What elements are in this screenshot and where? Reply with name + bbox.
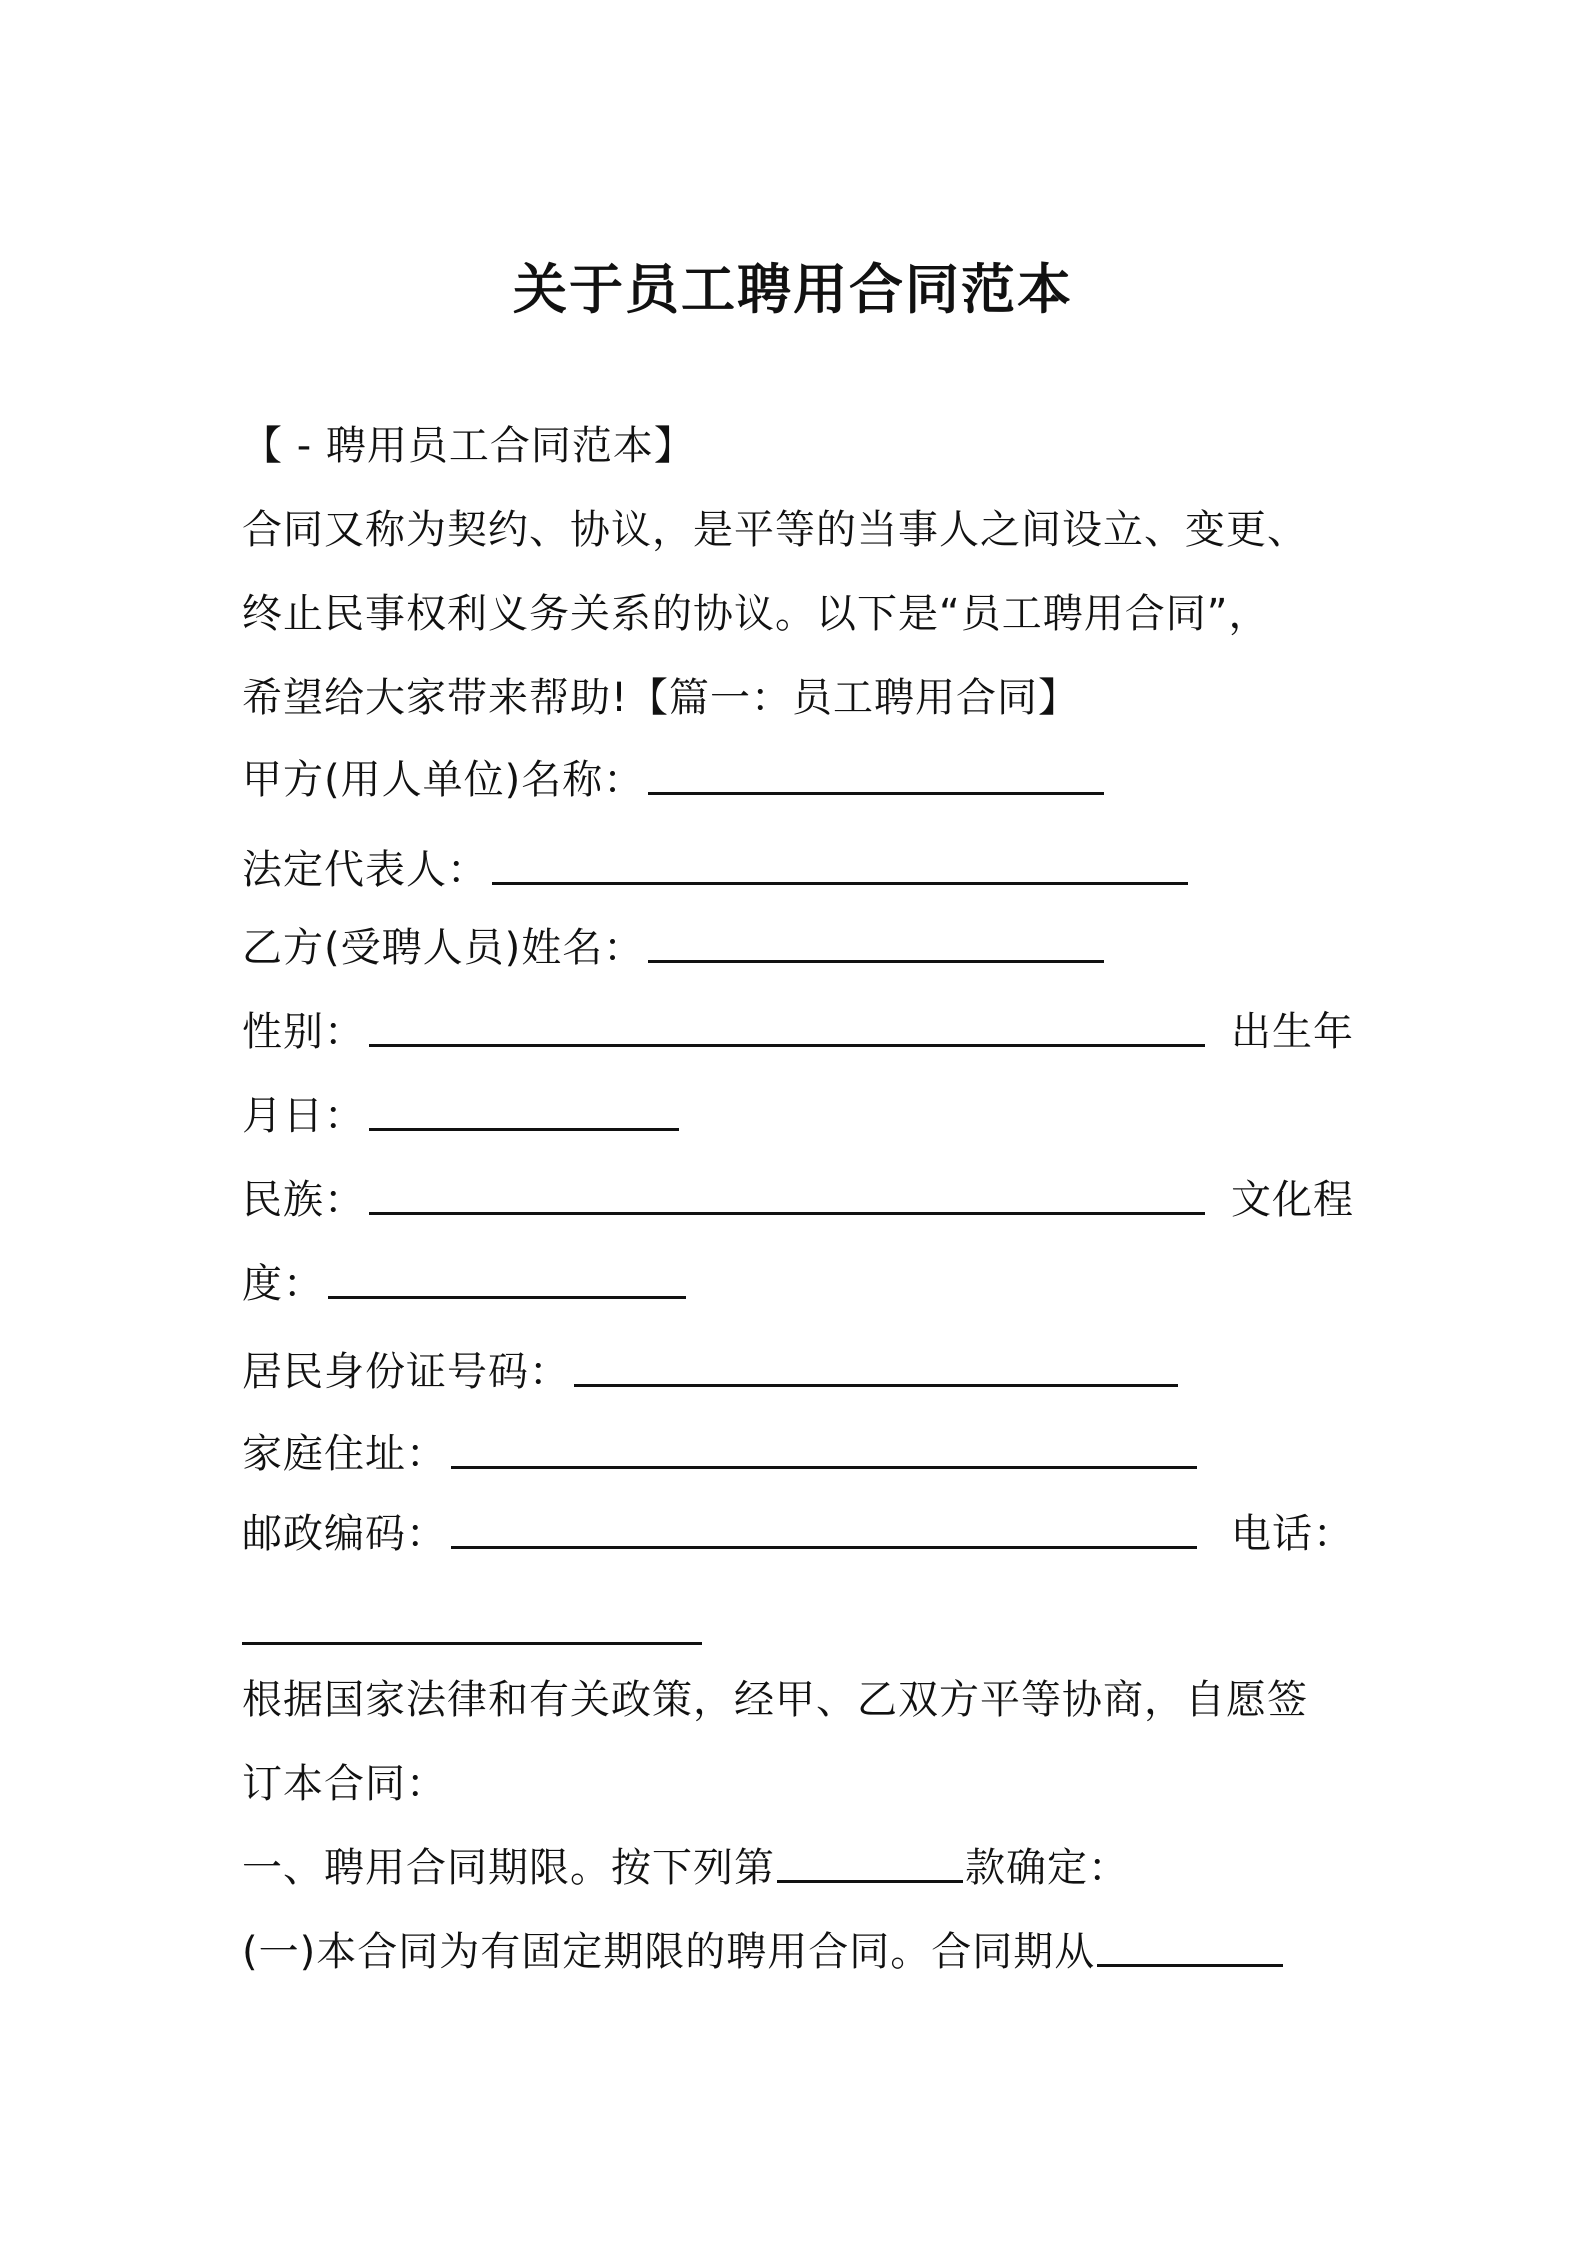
phone-label: 电话： xyxy=(1231,1511,1354,1557)
ethnicity-blank[interactable] xyxy=(369,1166,1205,1215)
clause-1-row xyxy=(242,1834,1129,1902)
legal-rep-row xyxy=(242,836,1192,904)
party-a-name-blank[interactable] xyxy=(648,746,1104,795)
birth-date-label: 月日： xyxy=(242,1093,365,1139)
id-number-label: 居民身份证号码： xyxy=(242,1349,570,1395)
document-title: 关于员工聘用合同范本 xyxy=(513,258,1073,321)
contract-start-blank[interactable] xyxy=(1097,1918,1283,1967)
gender-blank[interactable] xyxy=(369,998,1205,1047)
intro-paragraph-line-3: 希望给大家带来帮助!【篇一：员工聘用合同】 xyxy=(242,675,1080,721)
postal-code-blank[interactable] xyxy=(451,1500,1197,1549)
clause-1-item-1-row xyxy=(242,1918,1285,1986)
education-label-prefix: 文化程 xyxy=(1231,1177,1354,1223)
agreement-line-2: 订本合同： xyxy=(242,1761,447,1807)
party-a-name-label: 甲方(用人单位)名称： xyxy=(242,757,645,803)
birth-date-label-prefix: 出生年 xyxy=(1231,1009,1354,1055)
gender-label: 性别： xyxy=(242,1009,365,1055)
postal-code-label: 邮政编码： xyxy=(242,1511,447,1557)
home-address-row xyxy=(242,1420,1201,1488)
education-blank[interactable] xyxy=(328,1250,686,1299)
postal-code-row xyxy=(242,1500,1201,1568)
home-address-blank[interactable] xyxy=(451,1420,1197,1469)
clause-1-item-1-text: (一)本合同为有固定期限的聘用合同。合同期从 xyxy=(242,1929,1096,1975)
party-b-name-label: 乙方(受聘人员)姓名： xyxy=(242,925,645,971)
id-number-row xyxy=(242,1338,1182,1406)
legal-rep-label: 法定代表人： xyxy=(242,847,488,893)
clause-1-blank[interactable] xyxy=(777,1834,963,1883)
id-number-blank[interactable] xyxy=(574,1338,1178,1387)
education-label: 度： xyxy=(242,1261,324,1307)
intro-paragraph-line-1: 合同又称为契约、协议，是平等的当事人之间设立、变更、 xyxy=(242,507,1308,553)
birth-date-blank[interactable] xyxy=(369,1082,679,1131)
party-b-name-blank[interactable] xyxy=(648,914,1104,963)
section-heading: 【 - 聘用员工合同范本】 xyxy=(242,423,695,469)
intro-paragraph-line-2: 终止民事权利义务关系的协议。以下是“员工聘用合同”， xyxy=(242,591,1270,637)
gender-row xyxy=(242,998,1209,1066)
clause-1-prefix: 一、聘用合同期限。按下列第 xyxy=(242,1845,775,1891)
ethnicity-label: 民族： xyxy=(242,1177,365,1223)
education-row xyxy=(242,1250,690,1318)
phone-blank[interactable] xyxy=(242,1596,702,1645)
ethnicity-row xyxy=(242,1166,1209,1234)
party-b-name-row xyxy=(242,914,1108,982)
birth-date-row xyxy=(242,1082,683,1150)
home-address-label: 家庭住址： xyxy=(242,1431,447,1477)
party-a-name-row xyxy=(242,746,1108,814)
legal-rep-blank[interactable] xyxy=(492,836,1188,885)
clause-1-suffix: 款确定： xyxy=(965,1845,1129,1891)
agreement-line-1: 根据国家法律和有关政策，经甲、乙双方平等协商，自愿签 xyxy=(242,1677,1308,1723)
